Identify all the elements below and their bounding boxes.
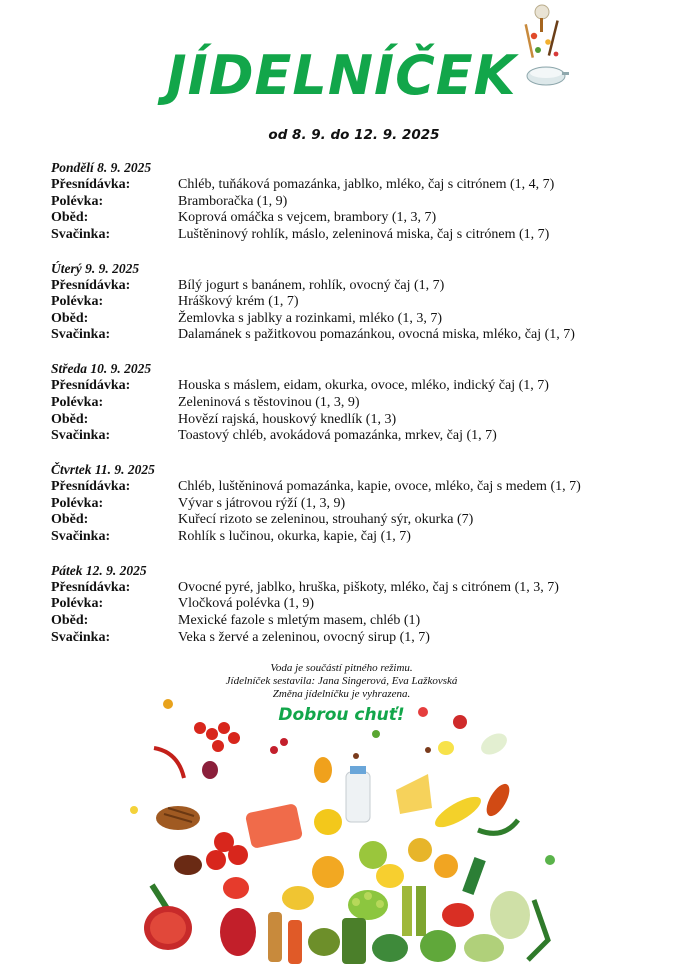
meal-label: Polévka: [51, 596, 104, 612]
meal-row [51, 496, 651, 513]
date-range: od 8. 9. do 12. 9. 2025 [268, 127, 440, 143]
day-block [51, 460, 651, 561]
meal-text: Koprová omáčka s vejcem, brambory (1, 3, 7) [178, 210, 437, 226]
page-title: JÍDELNÍČEK [166, 44, 517, 107]
meal-row [51, 613, 651, 630]
day-heading: Pátek 12. 9. 2025 [51, 562, 147, 578]
day-heading: Úterý 9. 9. 2025 [51, 260, 140, 276]
meal-row [51, 395, 651, 412]
meal-text: Luštěninový rohlík, máslo, zeleninová miska, čaj s citrónem (1, 7) [178, 226, 550, 242]
meal-text: Vývar s játrovou rýží (1, 3, 9) [178, 495, 346, 511]
meal-row [51, 512, 651, 529]
meal-text: Chléb, luštěninová pomazánka, kapie, ovoce, mléko, čaj s medem (1, 7) [178, 479, 581, 495]
meal-label: Polévka: [51, 394, 104, 410]
day-block [51, 158, 651, 259]
meal-row [51, 194, 651, 211]
meal-label: Oběd: [51, 310, 89, 326]
meal-label: Polévka: [51, 193, 104, 209]
meal-label: Svačinka: [51, 528, 111, 544]
kitchen-utensils-icon [518, 2, 570, 94]
meal-row [51, 177, 651, 194]
meal-text: Vločková polévka (1, 9) [178, 596, 315, 612]
meal-text: Mexické fazole s mletým masem, chléb (1) [178, 612, 421, 628]
day-heading: Čtvrtek 11. 9. 2025 [51, 462, 155, 478]
meal-text: Veka s žervé a zeleninou, ovocný sirup (1, 7) [178, 629, 430, 645]
menu-days [51, 158, 651, 661]
enjoy-message: Dobrou chuť! [278, 705, 405, 725]
meal-text: Chléb, tuňáková pomazánka, jablko, mléko, čaj s citrónem (1, 4, 7) [178, 177, 555, 192]
meal-text: Bramboračka (1, 9) [178, 193, 288, 209]
meal-label: Oběd: [51, 612, 89, 628]
meal-row [51, 327, 651, 344]
authors-note: Jídelníček sestavila: Jana Singerová, Eva Lažkovská [225, 675, 458, 687]
meal-label: Přesnídávka: [51, 177, 131, 192]
meal-label: Přesnídávka: [51, 378, 131, 394]
meal-row [51, 596, 651, 613]
meal-row [51, 210, 651, 227]
meal-text: Bílý jogurt s banánem, rohlík, ovocný čaj (1, 7) [178, 277, 445, 293]
meal-label: Svačinka: [51, 327, 111, 343]
meal-text: Toastový chléb, avokádová pomazánka, mrkev, čaj (1, 7) [178, 428, 497, 444]
meal-text: Houska s máslem, eidam, okurka, ovoce, mléko, indický čaj (1, 7) [178, 378, 549, 394]
meal-label: Polévka: [51, 495, 104, 511]
meal-row [51, 227, 651, 244]
meal-text: Žemlovka s jablky a rozinkami, mléko (1, 3, 7) [178, 310, 442, 326]
day-heading: Pondělí 8. 9. 2025 [51, 160, 152, 175]
meal-row [51, 378, 651, 395]
day-block [51, 561, 651, 662]
meal-text: Kuřecí rizoto se zeleninou, strouhaný sýr, okurka (7) [178, 512, 474, 528]
meal-label: Oběd: [51, 512, 89, 528]
meal-label: Přesnídávka: [51, 479, 131, 495]
meal-text: Dalamánek s pažitkovou pomazánkou, ovocná miska, mléko, čaj (1, 7) [178, 327, 575, 343]
meal-label: Oběd: [51, 210, 89, 226]
day-heading: Středa 10. 9. 2025 [51, 361, 152, 377]
meal-label: Polévka: [51, 294, 104, 310]
meal-row [51, 311, 651, 328]
drinking-note: Voda je součástí pitného režimu. [270, 662, 413, 674]
meal-text: Hráškový krém (1, 7) [178, 294, 299, 310]
day-block [51, 359, 651, 460]
meal-row [51, 278, 651, 295]
meal-label: Přesnídávka: [51, 277, 131, 293]
meal-label: Svačinka: [51, 629, 111, 645]
changes-note: Změna jídelníčku je vyhrazena. [272, 688, 411, 700]
meal-label: Svačinka: [51, 428, 111, 444]
meal-text: Hovězí rajská, houskový knedlík (1, 3) [178, 411, 397, 427]
meal-text: Rohlík s lučinou, okurka, kapie, čaj (1, 7) [178, 528, 411, 544]
meal-row [51, 412, 651, 429]
meal-text: Zeleninová s těstovinou (1, 3, 9) [178, 394, 360, 410]
meal-row [51, 479, 651, 496]
meal-label: Přesnídávka: [51, 579, 131, 595]
meal-row [51, 428, 651, 445]
meal-row [51, 529, 651, 546]
meal-row [51, 294, 651, 311]
day-block [51, 259, 651, 360]
meal-row [51, 580, 651, 597]
meal-label: Svačinka: [51, 226, 111, 242]
meal-row [51, 630, 651, 647]
meal-text: Ovocné pyré, jablko, hruška, piškoty, mléko, čaj s citrónem (1, 3, 7) [178, 579, 559, 595]
meal-label: Oběd: [51, 411, 89, 427]
fruit-and-vegetables-illustration [128, 690, 558, 965]
